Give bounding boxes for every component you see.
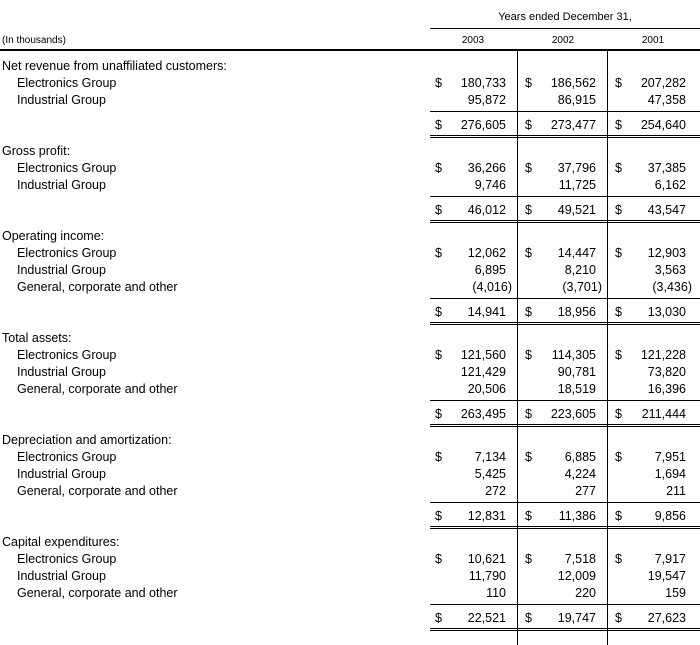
value: 73,820 [647, 365, 686, 379]
value: 186,562 [550, 76, 596, 90]
total-cell [432, 610, 514, 627]
section-title: Gross profit: [2, 144, 71, 158]
value-cell [612, 364, 694, 381]
section-title-row [0, 228, 700, 245]
column-header-2002: 2002 [551, 35, 575, 46]
value: 10,621 [467, 552, 506, 566]
total-cell [612, 508, 694, 525]
value: 11,790 [468, 569, 506, 583]
value: 7,951 [654, 450, 686, 464]
total-cell [432, 508, 514, 525]
value-cell [432, 92, 514, 109]
value: 7,134 [474, 450, 506, 464]
dollar-sign: $ [525, 76, 532, 90]
total-double-rule [430, 322, 700, 325]
value: 19,547 [647, 569, 686, 583]
section-title: Capital expenditures: [2, 535, 120, 549]
value-cell [432, 160, 514, 177]
row-label: Electronics Group [17, 246, 117, 260]
total-double-rule [430, 424, 700, 427]
total-value: 263,495 [460, 407, 506, 421]
units-label: (In thousands) [2, 35, 66, 46]
value-cell [522, 364, 604, 381]
total-value: 22,521 [467, 611, 506, 625]
value-cell [432, 245, 514, 262]
value-cell [522, 585, 604, 602]
dollar-sign: $ [615, 450, 622, 464]
row-label: General, corporate and other [17, 280, 178, 294]
value: 12,062 [467, 246, 506, 260]
dollar-sign: $ [615, 552, 622, 566]
total-double-rule [430, 628, 700, 631]
table-row [0, 381, 700, 398]
row-label: Industrial Group [17, 569, 106, 583]
value-cell [612, 551, 694, 568]
value-cell [612, 585, 694, 602]
dollar-sign: $ [525, 450, 532, 464]
subtotal-rule [430, 604, 700, 605]
row-label: Electronics Group [17, 161, 117, 175]
subtotal-rule [430, 298, 700, 299]
value-cell [432, 347, 514, 364]
value: 207,282 [640, 76, 686, 90]
total-value: 254,640 [640, 118, 686, 132]
section-title: Depreciation and amortization: [2, 433, 172, 447]
value-cell [522, 483, 604, 500]
table-row [0, 262, 700, 279]
section-title-row [0, 534, 700, 551]
dollar-sign: $ [435, 203, 442, 217]
dollar-sign: $ [615, 348, 622, 362]
value: (4,016) [472, 280, 512, 294]
row-label: Industrial Group [17, 93, 106, 107]
value: 8,210 [564, 263, 596, 277]
value-cell [522, 568, 604, 585]
value: 114,305 [551, 348, 596, 362]
row-label: General, corporate and other [17, 382, 178, 396]
total-cell [522, 508, 604, 525]
value: 6,885 [564, 450, 596, 464]
value-cell [522, 245, 604, 262]
total-value: 223,605 [550, 407, 596, 421]
dollar-sign: $ [615, 76, 622, 90]
total-value: 18,956 [557, 305, 596, 319]
value: 121,560 [460, 348, 506, 362]
table-row [0, 160, 700, 177]
dollar-sign: $ [435, 450, 442, 464]
dollar-sign: $ [435, 118, 442, 132]
dollar-sign: $ [525, 203, 532, 217]
total-double-rule [430, 135, 700, 138]
total-value: 49,521 [557, 203, 596, 217]
dollar-sign: $ [525, 246, 532, 260]
dollar-sign: $ [615, 203, 622, 217]
section-title-row [0, 143, 700, 160]
value-cell [432, 585, 514, 602]
total-cell [432, 202, 514, 219]
value-cell [522, 551, 604, 568]
value: 7,917 [654, 552, 686, 566]
value: 95,872 [467, 93, 506, 107]
value: 37,796 [557, 161, 596, 175]
value: 86,915 [557, 93, 596, 107]
value-cell [522, 262, 604, 279]
total-cell [612, 202, 694, 219]
total-cell [432, 304, 514, 321]
dollar-sign: $ [615, 118, 622, 132]
dollar-sign: $ [435, 611, 442, 625]
years-caption-rule [430, 28, 700, 29]
total-value: 276,605 [460, 118, 506, 132]
row-label: General, corporate and other [17, 586, 178, 600]
value-cell [612, 381, 694, 398]
total-row [0, 610, 700, 627]
value: 121,228 [640, 348, 686, 362]
value: 12,903 [647, 246, 686, 260]
table-row [0, 568, 700, 585]
dollar-sign: $ [435, 552, 442, 566]
section-title: Net revenue from unaffiliated customers: [2, 59, 227, 73]
dollar-sign: $ [525, 407, 532, 421]
value-cell [612, 160, 694, 177]
value-cell [522, 466, 604, 483]
dollar-sign: $ [615, 246, 622, 260]
value-cell [612, 262, 694, 279]
dollar-sign: $ [435, 509, 442, 523]
value: 6,895 [474, 263, 506, 277]
total-value: 46,012 [467, 203, 506, 217]
total-double-rule [430, 526, 700, 529]
value-cell [612, 466, 694, 483]
value-cell [612, 75, 694, 92]
column-header-2001: 2001 [641, 35, 665, 46]
section-title: Operating income: [2, 229, 105, 243]
value: 4,224 [564, 467, 596, 481]
value-cell [612, 449, 694, 466]
row-label: Electronics Group [17, 348, 117, 362]
subtotal-rule [430, 111, 700, 112]
value-cell [432, 551, 514, 568]
value: 37,385 [647, 161, 686, 175]
value-cell [612, 245, 694, 262]
total-value: 27,623 [647, 611, 686, 625]
total-double-rule [430, 220, 700, 223]
value-cell [432, 449, 514, 466]
value-cell [612, 347, 694, 364]
row-label: Industrial Group [17, 178, 106, 192]
value: (3,436) [652, 280, 692, 294]
dollar-sign: $ [615, 407, 622, 421]
total-value: 273,477 [550, 118, 596, 132]
value-cell [522, 160, 604, 177]
value-cell [432, 483, 514, 500]
table-row [0, 449, 700, 466]
dollar-sign: $ [435, 305, 442, 319]
total-value: 11,386 [558, 509, 596, 523]
total-cell [522, 202, 604, 219]
total-cell [432, 117, 514, 134]
table-row [0, 466, 700, 483]
total-value: 211,444 [641, 407, 686, 421]
section-title-row [0, 432, 700, 449]
total-cell [612, 610, 694, 627]
value-cell [432, 364, 514, 381]
total-cell [432, 406, 514, 423]
value-cell [432, 466, 514, 483]
total-cell [612, 406, 694, 423]
total-cell [522, 406, 604, 423]
dollar-sign: $ [525, 509, 532, 523]
total-value: 13,030 [647, 305, 686, 319]
subtotal-rule [430, 400, 700, 401]
value: 90,781 [557, 365, 596, 379]
dollar-sign: $ [615, 509, 622, 523]
dollar-sign: $ [525, 161, 532, 175]
row-label: Electronics Group [17, 552, 117, 566]
dollar-sign: $ [435, 76, 442, 90]
value-cell [522, 347, 604, 364]
value: 16,396 [647, 382, 686, 396]
value-cell [522, 92, 604, 109]
value-cell [432, 381, 514, 398]
table-row [0, 75, 700, 92]
value-cell [432, 75, 514, 92]
dollar-sign: $ [615, 611, 622, 625]
row-label: Industrial Group [17, 467, 106, 481]
value: (3,701) [562, 280, 602, 294]
total-value: 14,941 [467, 305, 506, 319]
years-caption: Years ended December 31, [498, 11, 632, 23]
dollar-sign: $ [525, 305, 532, 319]
dollar-sign: $ [525, 118, 532, 132]
value: 12,009 [557, 569, 596, 583]
value-cell [522, 449, 604, 466]
total-row [0, 508, 700, 525]
total-cell [522, 610, 604, 627]
table-row [0, 364, 700, 381]
value: 1,694 [654, 467, 686, 481]
row-label: Industrial Group [17, 263, 106, 277]
value-cell [612, 177, 694, 194]
total-row [0, 202, 700, 219]
value: 11,725 [558, 178, 596, 192]
table-row [0, 483, 700, 500]
subtotal-rule [430, 502, 700, 503]
section-title-row [0, 330, 700, 347]
total-cell [612, 117, 694, 134]
total-cell [522, 117, 604, 134]
total-row [0, 304, 700, 321]
table-row [0, 585, 700, 602]
table-row [0, 92, 700, 109]
value: 5,425 [474, 467, 506, 481]
header-rule [0, 49, 700, 51]
total-cell [612, 304, 694, 321]
value-cell [432, 568, 514, 585]
value-cell [522, 381, 604, 398]
value: 6,162 [654, 178, 686, 192]
dollar-sign: $ [435, 161, 442, 175]
row-label: Industrial Group [17, 365, 106, 379]
value-cell [432, 262, 514, 279]
value: 220 [575, 586, 596, 600]
dollar-sign: $ [615, 161, 622, 175]
table-row [0, 279, 700, 296]
total-row [0, 406, 700, 423]
value-cell [612, 483, 694, 500]
value: 18,519 [557, 382, 596, 396]
value: 9,746 [474, 178, 506, 192]
total-value: 12,831 [467, 509, 506, 523]
value: 211 [666, 484, 686, 498]
table-row [0, 347, 700, 364]
value: 7,518 [564, 552, 596, 566]
table-row [0, 177, 700, 194]
value: 14,447 [557, 246, 596, 260]
dollar-sign: $ [435, 348, 442, 362]
total-value: 43,547 [647, 203, 686, 217]
value-cell [612, 279, 694, 296]
value-cell [612, 92, 694, 109]
dollar-sign: $ [615, 305, 622, 319]
value-cell [432, 279, 514, 296]
value-cell [432, 177, 514, 194]
value: 277 [575, 484, 596, 498]
total-value: 9,856 [654, 509, 686, 523]
value: 47,358 [647, 93, 686, 107]
row-label: Electronics Group [17, 76, 117, 90]
dollar-sign: $ [525, 611, 532, 625]
table-row [0, 245, 700, 262]
value: 36,266 [467, 161, 506, 175]
value: 180,733 [460, 76, 506, 90]
dollar-sign: $ [525, 552, 532, 566]
total-cell [522, 304, 604, 321]
value-cell [522, 75, 604, 92]
dollar-sign: $ [435, 246, 442, 260]
section-title-row [0, 58, 700, 75]
total-row [0, 117, 700, 134]
table-row [0, 551, 700, 568]
row-label: Electronics Group [17, 450, 117, 464]
total-value: 19,747 [557, 611, 596, 625]
value: 121,429 [460, 365, 506, 379]
value: 110 [486, 586, 506, 600]
dollar-sign: $ [525, 348, 532, 362]
dollar-sign: $ [435, 407, 442, 421]
value-cell [612, 568, 694, 585]
subtotal-rule [430, 196, 700, 197]
value-cell [522, 177, 604, 194]
column-header-2003: 2003 [461, 35, 485, 46]
section-title: Total assets: [2, 331, 72, 345]
value: 272 [485, 484, 506, 498]
value-cell [522, 279, 604, 296]
value: 159 [665, 586, 686, 600]
row-label: General, corporate and other [17, 484, 178, 498]
value: 3,563 [654, 263, 686, 277]
value: 20,506 [467, 382, 506, 396]
